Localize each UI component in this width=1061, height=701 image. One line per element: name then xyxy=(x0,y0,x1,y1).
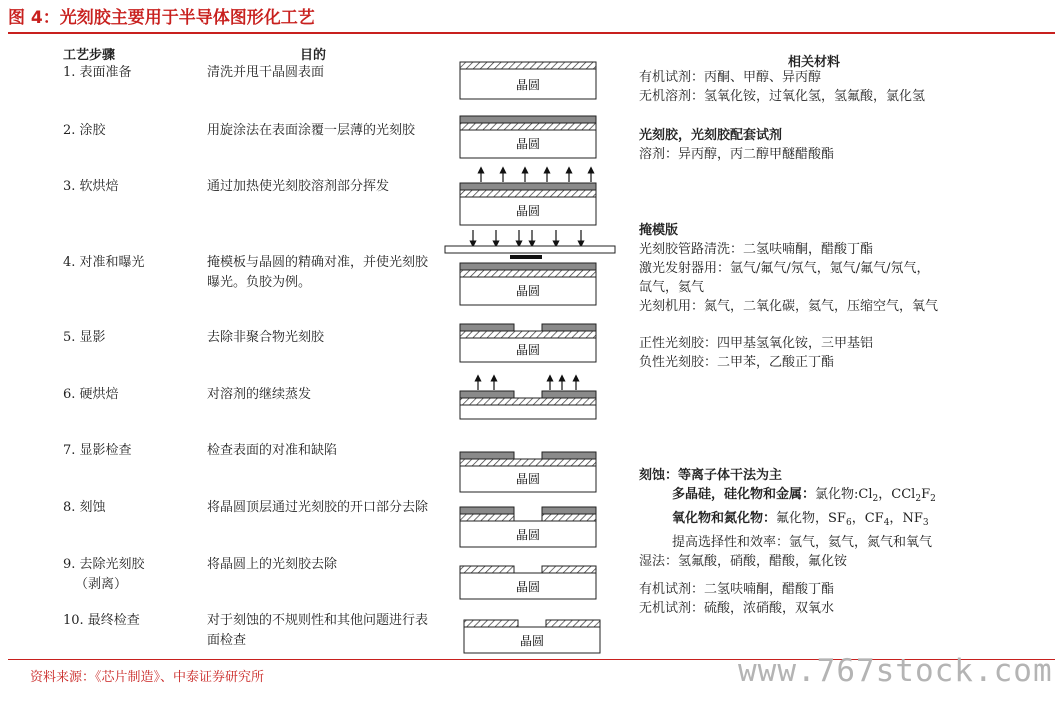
materials-step-9 xyxy=(639,580,1039,618)
materials-line: 负性光刻胶：二甲苯，乙酸正丁酯 xyxy=(639,355,835,370)
formula-sub: 6 xyxy=(845,518,852,528)
materials-text: 氟化物， xyxy=(776,511,829,526)
formula: SF xyxy=(828,511,846,526)
formula: Cl xyxy=(858,487,873,502)
materials-line xyxy=(639,485,1039,509)
materials-line: 光刻胶管路清洗：二氢呋喃酮，醋酸丁酯 xyxy=(639,242,874,257)
header-materials: 相关材料 xyxy=(788,55,841,70)
materials-line: 有机试剂：丙酮、甲醇、异丙醇 xyxy=(639,70,822,85)
materials-bold: 多晶硅，硅化物和金属： xyxy=(672,487,816,502)
formula-sub: 3 xyxy=(922,518,929,528)
step-9 xyxy=(63,555,198,595)
wafer-label-2: 晶圆 xyxy=(515,137,541,151)
bake-arrows xyxy=(478,378,576,390)
materials-step-1 xyxy=(639,68,1039,106)
formula: NF xyxy=(902,511,923,526)
materials-line: 激光发射器用：氩气/氟气/氖气，氪气/氟气/氖气， xyxy=(639,261,930,276)
step-4: 4. 对准和曝光 xyxy=(63,255,145,270)
purpose-6: 对溶剂的继续蒸发 xyxy=(207,387,312,402)
materials-text: 氯化物: xyxy=(815,487,859,502)
purpose-4: 掩模板与晶圆的精确对准，并使光刻胶曝光。负胶为例。 xyxy=(207,255,429,290)
header-steps: 工艺步骤 xyxy=(63,48,116,63)
diagram-step-9 xyxy=(460,566,596,599)
materials-line xyxy=(639,509,1039,533)
materials-line: 湿法：氢氟酸，硝酸，醋酸，氟化铵 xyxy=(639,554,848,569)
diagram-step-1 xyxy=(460,62,596,99)
materials-step-5 xyxy=(639,334,1039,372)
materials-step-2 xyxy=(639,126,1039,164)
diagram-step-2 xyxy=(460,116,596,158)
purpose-3: 通过加热使光刻胶溶剂部分挥发 xyxy=(207,179,390,194)
purpose-8: 将晶圆顶层通过光刻胶的开口部分去除 xyxy=(207,500,429,515)
purpose-7: 检查表面的对准和缺陷 xyxy=(207,443,338,458)
wafer-label-7: 晶圆 xyxy=(515,472,541,486)
formula: CCl xyxy=(891,487,916,502)
materials-line: 正性光刻胶：四甲基氢氧化铵，三甲基铝 xyxy=(639,336,874,351)
purpose-1: 清洗并甩干晶圆表面 xyxy=(207,65,325,80)
purpose-9: 将晶圆上的光刻胶去除 xyxy=(207,557,338,572)
wafer-label-9: 晶圆 xyxy=(515,580,541,594)
materials-text: ， xyxy=(851,511,865,526)
step-2: 2. 涂胶 xyxy=(63,123,106,138)
diagram-step-10 xyxy=(464,620,600,653)
diagram-step-5 xyxy=(460,324,596,362)
materials-line: 有机试剂：二氢呋喃酮，醋酸丁酯 xyxy=(639,582,835,597)
diagram-step-4 xyxy=(445,230,615,305)
wafer-label-10: 晶圆 xyxy=(519,634,545,648)
formula-sub: 2 xyxy=(930,494,936,504)
materials-line: 无机试剂：硫酸，浓硝酸，双氧水 xyxy=(639,601,835,616)
watermark: www.767stock.com xyxy=(738,653,1053,689)
photomask xyxy=(445,246,615,253)
formula-sub: 4 xyxy=(883,518,890,528)
wafer-label-8: 晶圆 xyxy=(515,528,541,542)
materials-heading: 刻蚀：等离子体干法为主 xyxy=(639,468,783,483)
step-1: 1. 表面准备 xyxy=(63,65,132,80)
step-3: 3. 软烘焙 xyxy=(63,179,119,194)
heat-arrows xyxy=(481,170,591,182)
formula-sub: 2 xyxy=(872,494,879,504)
step-5: 5. 显影 xyxy=(63,330,106,345)
materials-line: 提高选择性和效率：氩气，氦气，氮气和氧气 xyxy=(672,535,933,550)
mask-pattern xyxy=(510,255,542,259)
diagram-step-6 xyxy=(460,378,596,419)
diagram-step-8 xyxy=(460,507,596,547)
materials-text: ， xyxy=(889,511,903,526)
materials-step-8 xyxy=(639,466,1039,571)
materials-line: 溶剂：异丙醇，丙二醇甲醚醋酸酯 xyxy=(639,147,835,162)
formula: F xyxy=(921,487,931,502)
light-arrows xyxy=(473,230,581,244)
materials-heading: 光刻胶，光刻胶配套试剂 xyxy=(639,128,783,143)
page-title: 图 4：光刻胶主要用于半导体图形化工艺 xyxy=(8,8,315,28)
materials-line: 光刻机用：氮气，二氧化碳，氦气，压缩空气，氧气 xyxy=(639,299,939,314)
materials-heading: 掩模版 xyxy=(639,223,679,238)
step-8: 8. 刻蚀 xyxy=(63,500,106,515)
materials-step-4 xyxy=(639,221,1039,316)
materials-line: 无机溶剂：氢氧化铵，过氧化氢，氢氟酸，氯化氢 xyxy=(639,89,926,104)
purpose-10: 对于刻蚀的不规则性和其他问题进行表面检查 xyxy=(207,613,429,648)
source-note: 资料来源：《芯片制造》、中泰证券研究所 xyxy=(30,670,265,685)
header-purpose: 目的 xyxy=(300,48,327,63)
diagram-step-3 xyxy=(460,170,596,225)
step-9-label: 9. 去除光刻胶 xyxy=(63,557,145,572)
step-6: 6. 硬烘焙 xyxy=(63,387,119,402)
formula: CF xyxy=(864,511,884,526)
wafer-label-3: 晶圆 xyxy=(515,204,541,218)
step-9-sub: （剥离） xyxy=(75,577,128,592)
purpose-2: 用旋涂法在表面涂覆一层薄的光刻胶 xyxy=(207,123,416,138)
materials-line: 氙气，氦气 xyxy=(639,280,705,295)
wafer-label-5: 晶圆 xyxy=(515,343,541,357)
diagram-step-7 xyxy=(460,452,596,492)
wafer-label-1: 晶圆 xyxy=(515,78,541,92)
purpose-5: 去除非聚合物光刻胶 xyxy=(207,330,325,345)
step-7: 7. 显影检查 xyxy=(63,443,132,458)
materials-text: ， xyxy=(878,487,892,502)
materials-bold: 氧化物和氮化物： xyxy=(672,511,777,526)
formula-sub: 2 xyxy=(915,494,922,504)
process-diagrams xyxy=(440,52,620,662)
step-10: 10. 最终检查 xyxy=(63,613,140,628)
wafer-label-4: 晶圆 xyxy=(515,284,541,298)
title-rule xyxy=(8,32,1055,34)
